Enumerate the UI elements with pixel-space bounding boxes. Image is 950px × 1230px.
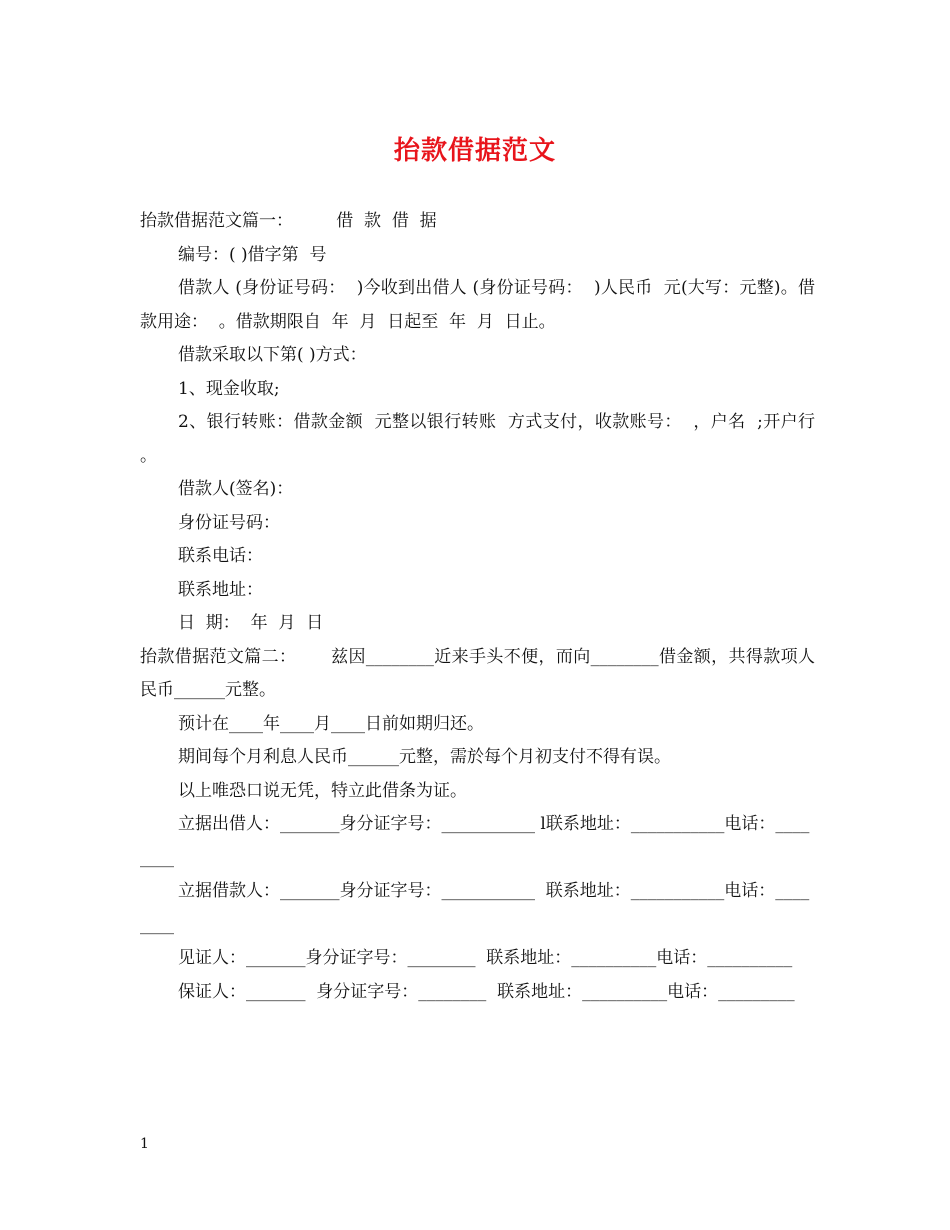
paragraph-number: 编号：( )借字第 号 — [178, 244, 327, 265]
paragraph-repay-date: 预计在____年____月____日前如期归还。 — [178, 713, 484, 734]
paragraph-lender-info: 立据出借人：_______身分证字号：___________ l联系地址：___________电话：________ — [140, 814, 810, 868]
paragraph-borrower-info: 立据借款人：_______身分证字号：___________ 联系地址：___________电话：________ — [140, 881, 810, 935]
paragraph-guarantor-info: 保证人：_______ 身分证字号：________ 联系地址：__________电话：_________ — [178, 981, 795, 1002]
paragraph-date: 日 期： 年 月 日 — [178, 613, 324, 633]
document-title: 抬款借据范文 — [393, 136, 556, 166]
paragraph-phone: 联系电话： — [178, 546, 263, 566]
paragraph-borrower-statement: 借款人 (身份证号码： )今收到出借人 (身份证号码： )人民币 元(大写：元整)。借款用途： 。借款期限自 年 月 日起至 年 月 日止。 — [140, 278, 815, 332]
paragraph-signature: 借款人(签名)： — [178, 479, 294, 499]
paragraph-bank-transfer: 2、银行转账：借款金额 元整以银行转账 方式支付，收款账号： ，户名 ;开户行 。 — [140, 412, 826, 466]
paragraph-method: 借款采取以下第( )方式： — [178, 345, 367, 365]
paragraph-id-number: 身份证号码： — [178, 512, 280, 533]
page-number: 1 — [140, 1136, 149, 1152]
paragraph-cash: 1、现金收取; — [178, 378, 280, 399]
document-body — [140, 205, 826, 1009]
paragraph-interest: 期间每个月利息人民币______元整，需於每个月初支付不得有误。 — [178, 747, 671, 767]
paragraph-witness-info: 见证人：_______身分证字号：________ 联系地址：__________电话：__________ — [178, 948, 793, 968]
paragraph-proof: 以上唯恐口说无凭，特立此借条为证。 — [178, 780, 467, 801]
paragraph-part2-heading: 抬款借据范文篇二： 兹因________近来手头不便，而向________借金额，共得款项人民币______元整。 — [140, 646, 815, 700]
paragraph-address: 联系地址： — [178, 579, 263, 600]
paragraph-part1-heading: 抬款借据范文篇一： 借 款 借 据 — [140, 211, 437, 231]
